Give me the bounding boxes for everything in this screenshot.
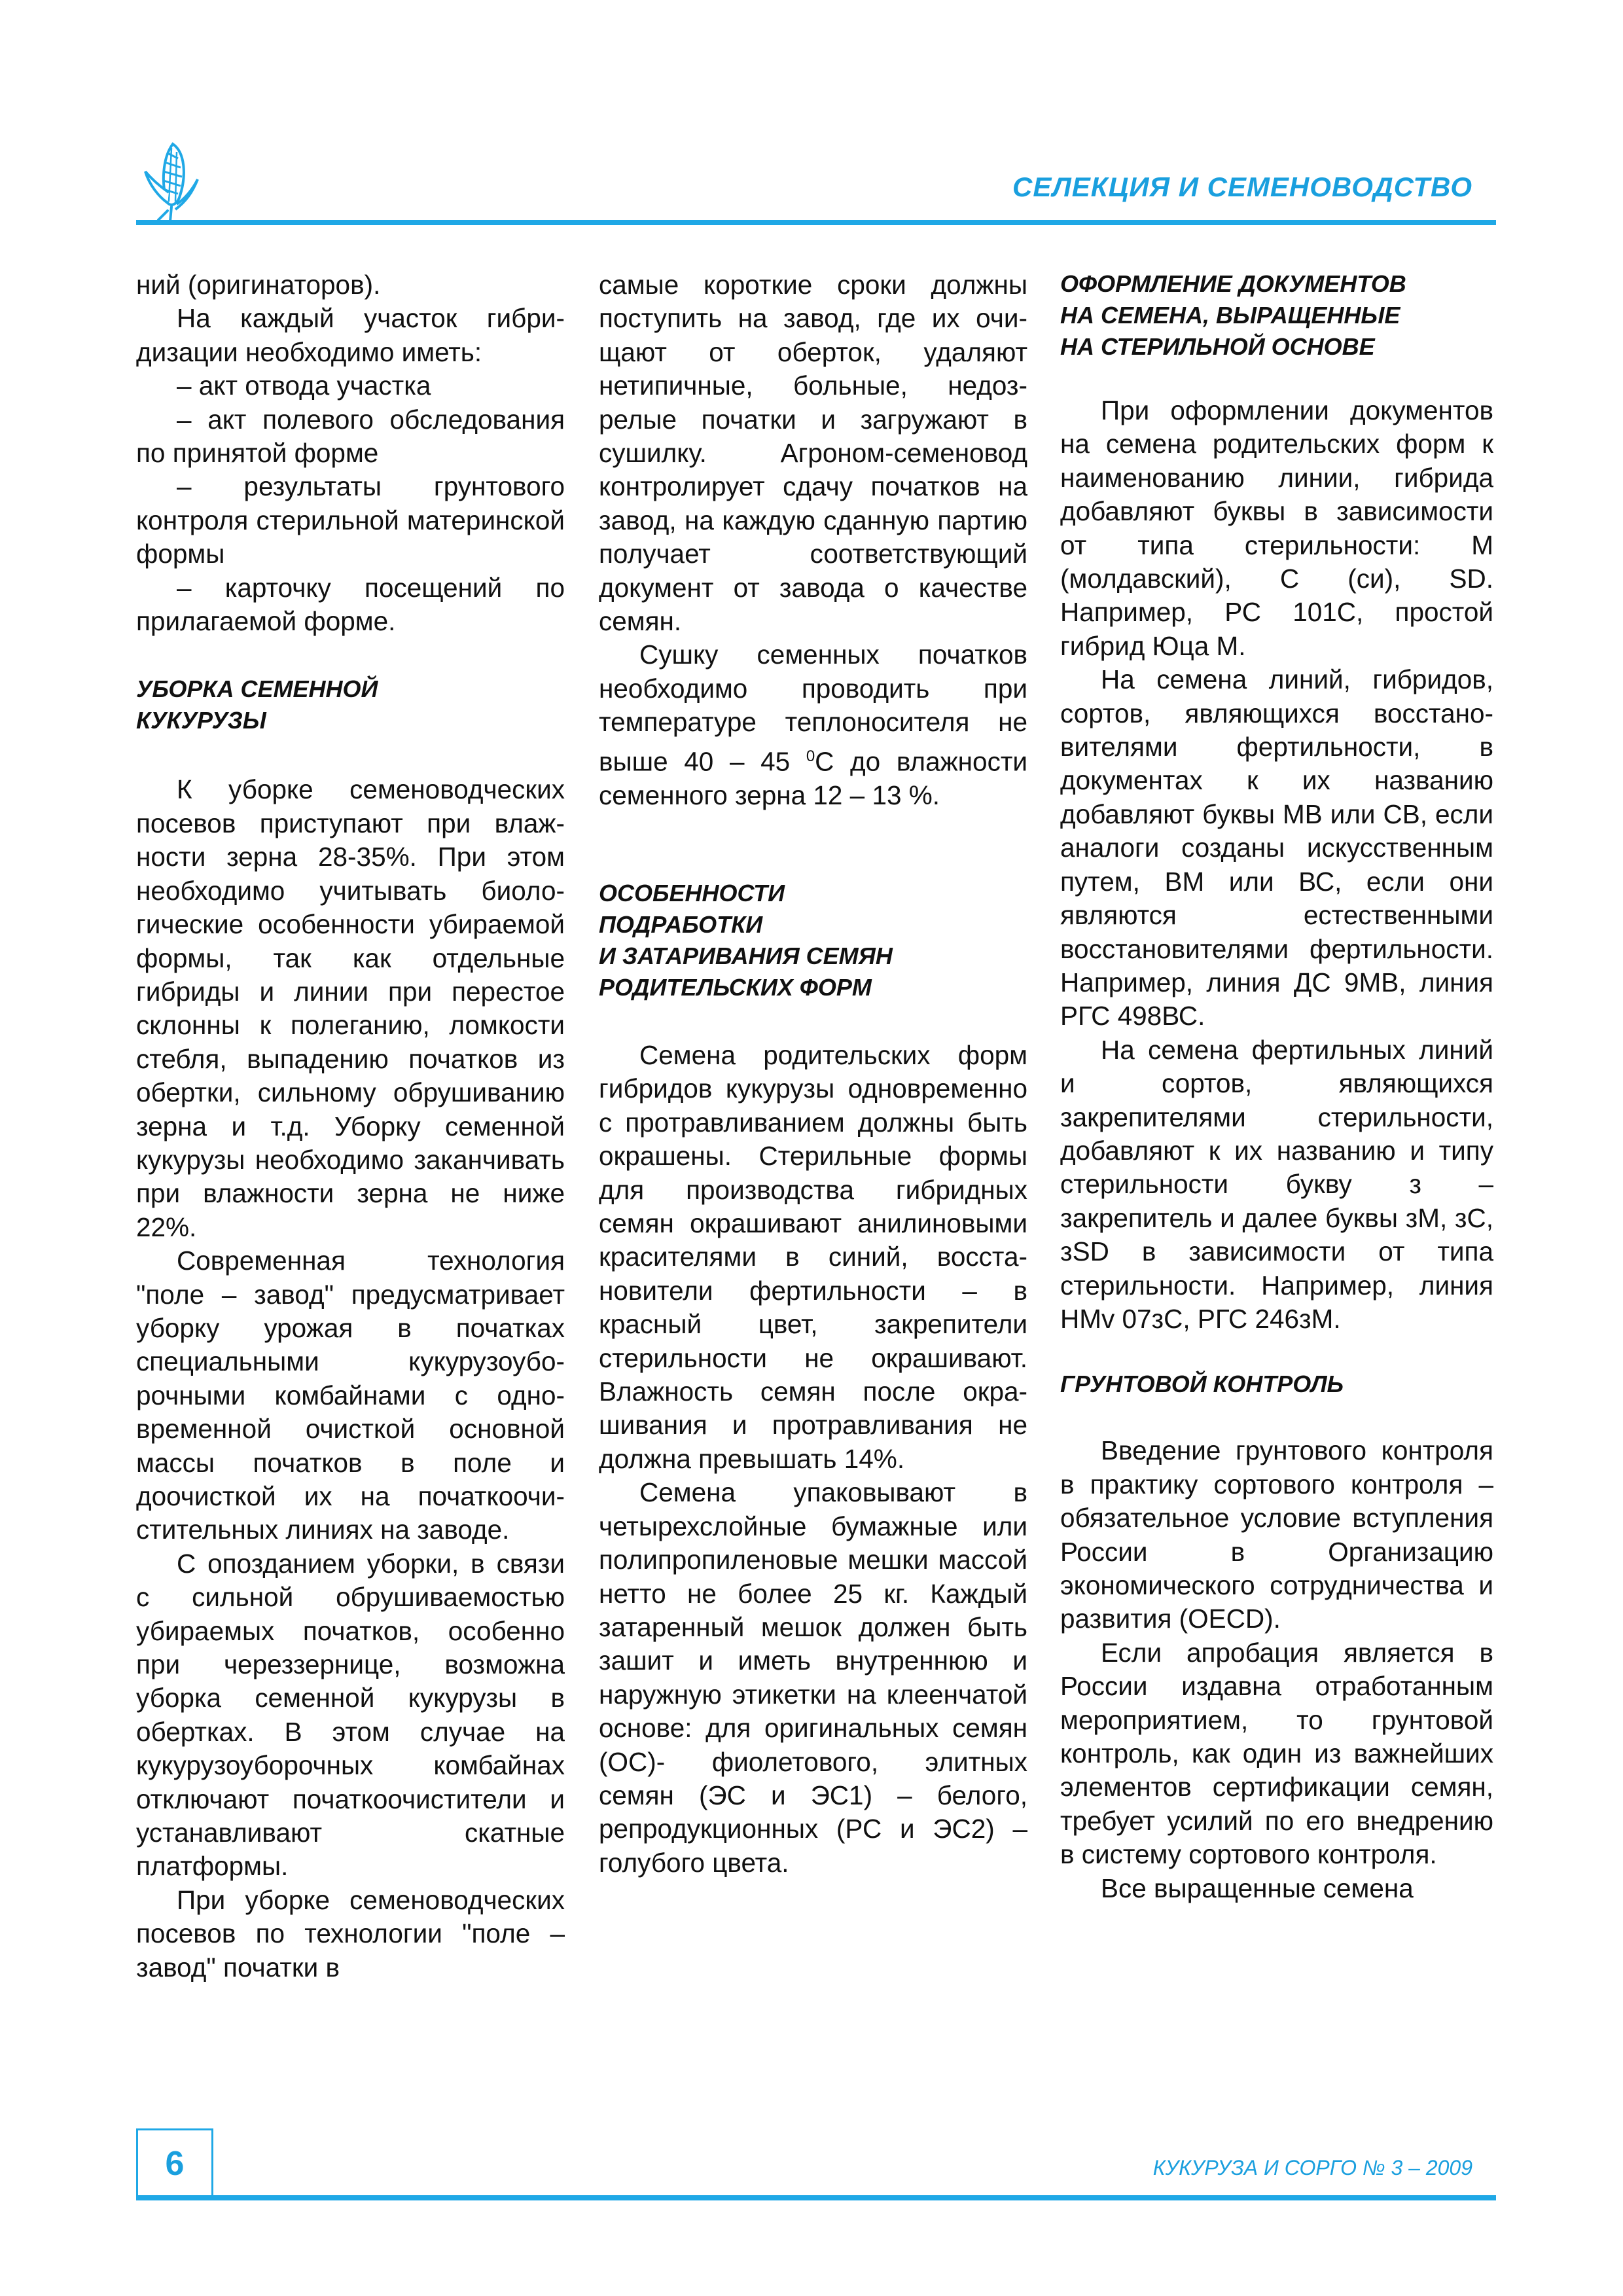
paragraph: К уборке семеноводческих посевов приступают при влажности зерна 28-35%. При этом необходимо учитывать биологические особенности убираемой формы, так как отдельные гибриды и линии при перестое склонны к полеганию, ломкости стебля, выпадению початков из обертки, сильному обрушиванию зерна и т.д. Уборку семенной кукурузы необходимо заканчивать при влажности зерна не ниже 22%. xyxy=(136,774,565,1242)
paragraph: На семена фертильных линий и сортов, являющихся закрепителями стерильности, добавляют к их названию и типу стерильности букву з – закрепитель и далее буквы зМ, зС, зSD в зависимости от типа стерильности. Например, линия НМv 07зС, РГС 246зМ. xyxy=(1060,1034,1493,1334)
column-2 xyxy=(599,268,1027,1880)
journal-title: КУКУРУЗА И СОРГО № 3 – 2009 xyxy=(1152,2156,1472,2179)
list-item: – карточку посещений по прилагаемой форме. xyxy=(136,572,565,637)
paragraph: Введение грунтового контроля в практику сортового контроля – обязательное условие вступления России в Организацию экономического сотрудничества и развития (OECD). xyxy=(1060,1435,1493,1634)
header-rule xyxy=(136,220,1496,225)
paragraph: С опозданием уборки, в связи с сильной обрушиваемостью убираемых початков, особенно при череззернице, возможна уборка семенной кукурузы в обертках. В этом случае на кукурузоуборочных комбайнах отключают початкоочистители и устанавливают скатные платформы. xyxy=(136,1548,565,1882)
paragraph: Семена упаковывают в четырехслойные бумажные или полипропиленовые мешки массой нетто не более 25 кг. Каждый затаренный мешок должен быть зашит и иметь внутреннюю и наружную этикетки на клеенчатой основе: для оригинальных семян (ОС)- фиолетового, элитных семян (ЭС и ЭС1) – белого, репродукционных (РС и ЭС2) – голубого цвета. xyxy=(599,1477,1027,1878)
section-heading: НА СЕМЕНА, ВЫРАЩЕННЫЕ xyxy=(1060,302,1400,329)
section-heading: ГРУНТОВОЙ КОНТРОЛЬ xyxy=(1060,1371,1344,1398)
list-item: – результаты грунтового контроля стерильной материнской формы xyxy=(136,471,565,569)
section-heading: КУКУРУЗЫ xyxy=(136,707,266,734)
paragraph: На семена линий, гибридов, сортов, являющихся восстановителями фертильности, в документах к их названию добавляют буквы МВ или СВ, если аналоги созданы искусственным путем, ВМ или ВС, если они являются естественными восстановителями фертильности. Например, линия ДС 9МВ, линия РГС 498ВС. xyxy=(1060,664,1493,1031)
section-title: СЕЛЕКЦИЯ И СЕМЕНОВОДСТВО xyxy=(1012,171,1472,202)
paragraph: Семена родительских форм гибридов кукурузы одновременно с протравливанием должны быть окрашены. Стерильные формы для производства гибридных семян окрашивают анилиновыми красителями в синий, восстановители фертильности – в красный цвет, закрепители стерильности не окрашивают. Влажность семян после окрашивания и протравливания не должна превышать 14%. xyxy=(599,1040,1027,1474)
section-heading: НА СТЕРИЛЬНОЙ ОСНОВЕ xyxy=(1060,333,1375,360)
section-heading: И ЗАТАРИВАНИЯ СЕМЯН xyxy=(599,942,893,969)
section-heading: РОДИТЕЛЬСКИХ ФОРМ xyxy=(599,974,872,1001)
paragraph: Все выращенные семена xyxy=(1101,1873,1414,1903)
text-run: С до влажности семенного зерна 12 – 13 %. xyxy=(599,746,1027,810)
paragraph: На каждый участок гибридизации необходимо иметь: xyxy=(136,303,565,367)
page-number: 6 xyxy=(136,2128,213,2197)
paragraph: самые короткие сроки должны поступить на завод, где их очищают от оберток, удаляют нетипичные, больные, недозрелые початки и загружают в сушилку. Агроном-семеновод контролирует сдачу початков на завод, на каждую сданную партию получает соответствующий документ от завода о качестве семян. xyxy=(599,270,1027,637)
section-heading: ПОДРАБОТКИ xyxy=(599,911,763,938)
paragraph: Если апробация является в России издавна отработанным мероприятием, то грунтовой контроль, как один из важнейших элементов сертификации семян, требует усилий по его внедрению в систему сортового контроля. xyxy=(1060,1637,1493,1870)
paragraph: При оформлении документов на семена родительских форм к наименованию линии, гибрида добавляют буквы в зависимости от типа стерильности: М (молдавский), С (си), SD. Например, РС 101С, простой гибрид Юца М. xyxy=(1060,395,1493,661)
corn-cob-icon xyxy=(139,139,204,224)
footer-rule xyxy=(136,2195,1496,2200)
paragraph: ний (оригинаторов). xyxy=(136,270,381,300)
text-run: Сушку семенных початков необходимо проводить при температуре теплоносителя не выше 40 – 45 xyxy=(599,639,1027,777)
column-3 xyxy=(1060,268,1493,1905)
column-1 xyxy=(136,268,565,1984)
list-item: – акт отвода участка xyxy=(177,370,431,401)
paragraph: Современная технология "поле – завод" предусматривает уборку урожая в початках специальными кукурузоуборочными комбайнами с одновременной очисткой основной массы початков в поле и доочисткой их на початкоочистительных линиях на заводе. xyxy=(136,1246,565,1545)
section-heading: УБОРКА СЕМЕННОЙ xyxy=(136,675,378,703)
paragraph xyxy=(599,638,1027,812)
list-item: – акт полевого обследования по принятой форме xyxy=(136,404,565,469)
section-heading: ОСОБЕННОСТИ xyxy=(599,880,785,906)
section-heading: ОФОРМЛЕНИЕ ДОКУМЕНТОВ xyxy=(1060,270,1406,297)
paragraph: При уборке семеноводческих посевов по технологии "поле – завод" початки в xyxy=(136,1884,565,1982)
superscript: 0 xyxy=(806,747,815,765)
